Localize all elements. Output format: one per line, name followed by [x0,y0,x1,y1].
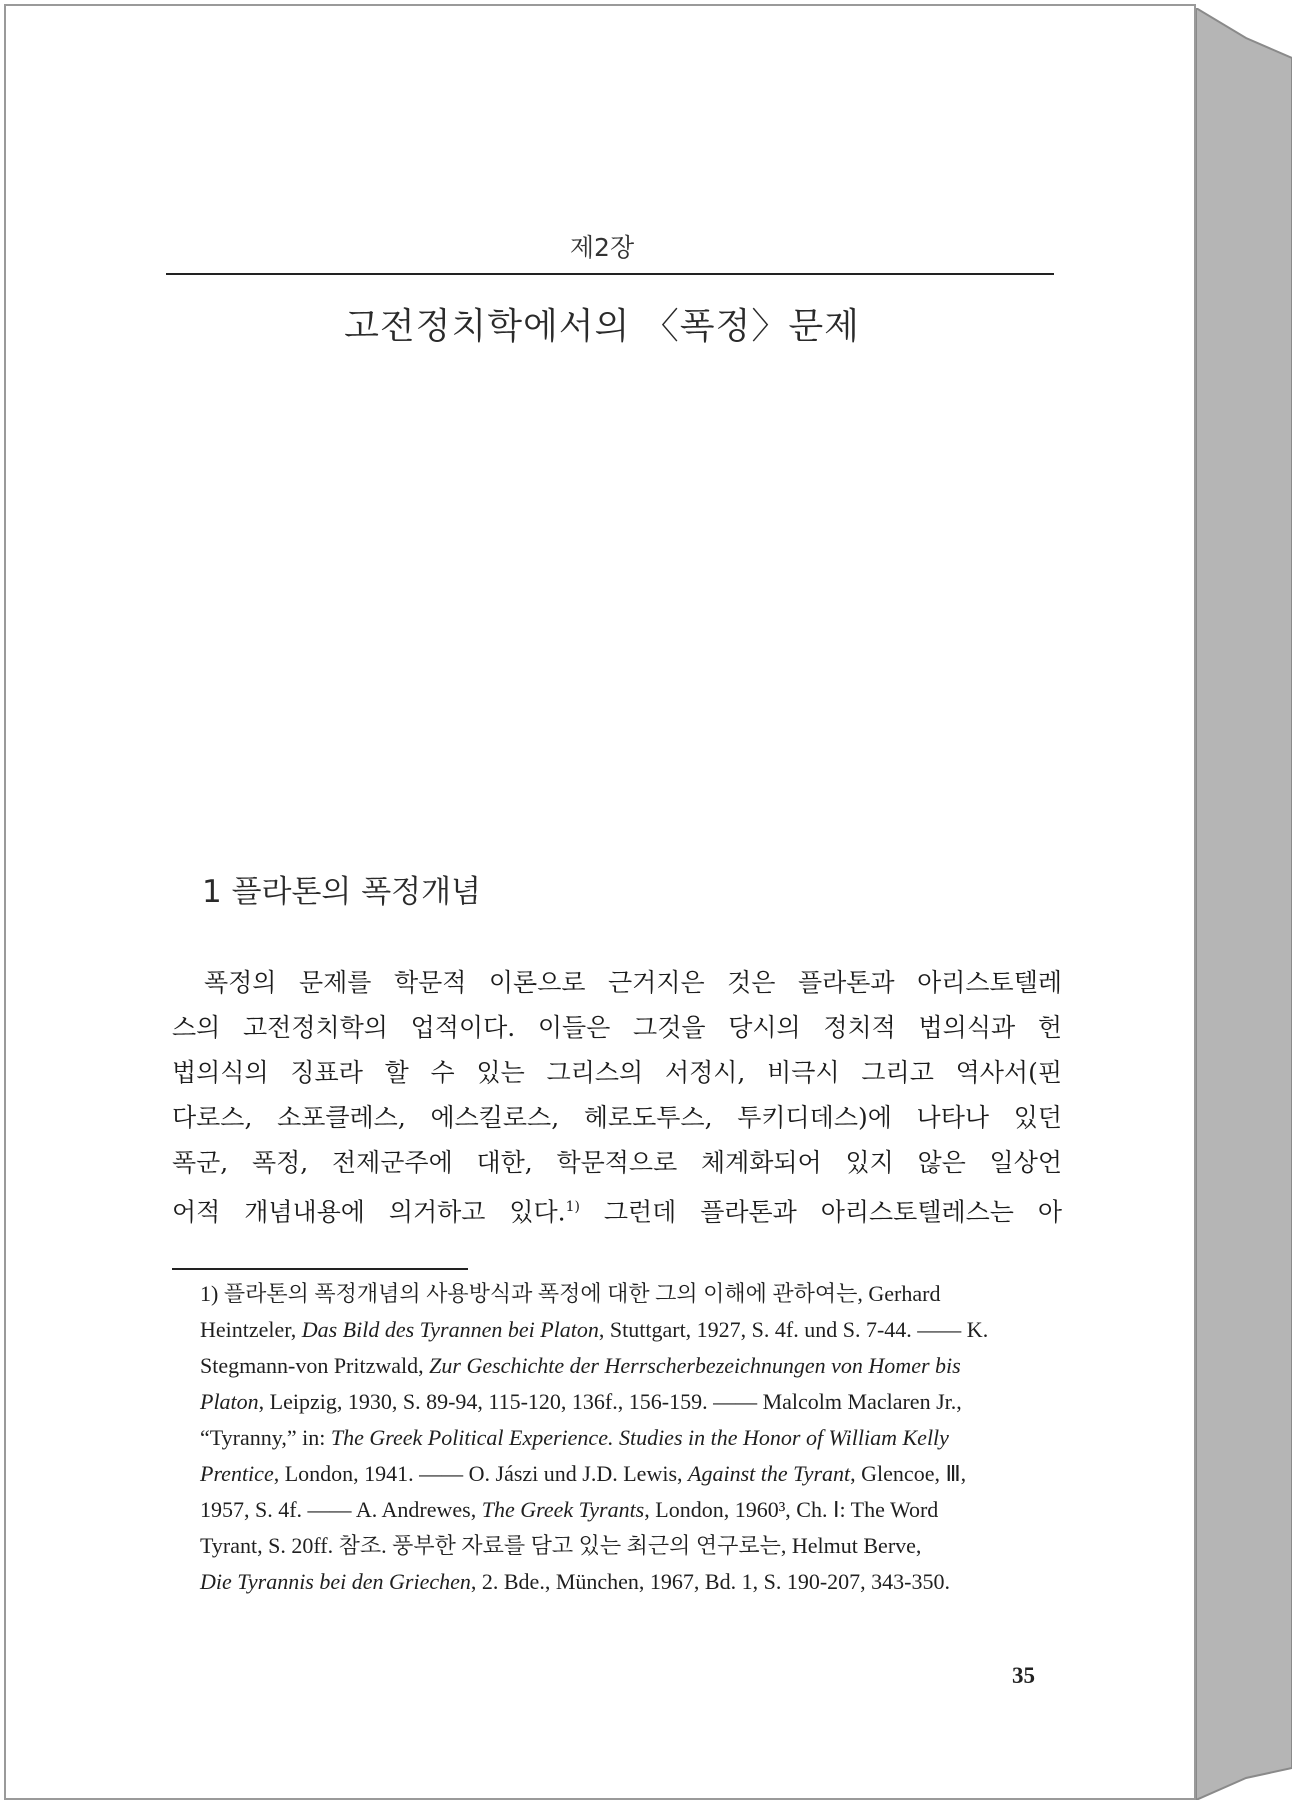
chapter-title: 고전정치학에서의 〈폭정〉문제 [344,306,860,347]
chapter-rule [166,273,1054,275]
footnote-line: 1) 플라톤의 폭정개념의 사용방식과 폭정에 대한 그의 이해에 관하여는, Gerhard [200,1281,941,1306]
footnote-title: The Greek Political Experience. Studies in the Honor of William Kelly [330,1425,949,1450]
footnote-title: Platon [200,1389,259,1414]
footnote-text: , London, 1941. —— O. Jászi und J.D. Lewis, [273,1461,689,1486]
footnote-title: Zur Geschichte der Herrscherbezeichnungen von Homer bis [429,1353,961,1378]
footnote-text: , 2. Bde., München, 1967, Bd. 1, S. 190-207, 343-350. [470,1569,950,1594]
body-line: 다로스, 소포클레스, 에스킬로스, 헤로도투스, 투키디데스)에 나타나 있던 [172,1103,1062,1132]
footnote [200,1276,1062,1600]
footnote-text: Stegmann-von Pritzwald, [200,1353,430,1378]
chapter-label: 제2장 [569,233,635,262]
footnote-text: “Tyranny,” in: [200,1425,331,1450]
body-text-segment: 그런데 플라톤과 아리스토텔레스는 아 [579,1197,1062,1227]
footnote-reference: 1) [565,1199,580,1215]
footnote-text: 1957, S. 4f. —— A. Andrewes, [200,1497,482,1522]
footnote-text: , Glencoe, Ⅲ, [850,1461,967,1486]
footnote-line [200,1420,1062,1456]
body-line-last [172,1185,1062,1234]
footnote-title: Die Tyrannis bei den Griechen [200,1569,471,1594]
footnote-line [200,1564,1062,1600]
book-side-edge [1196,8,1292,1800]
footnote-line: Tyrant, S. 20ff. 참조. 풍부한 자료를 담고 있는 최근의 연구로는, Helmut Berve, [200,1533,922,1558]
footnote-line [200,1384,1062,1420]
section-heading: 1 플라톤의 폭정개념 [202,874,481,910]
footnote-text: , Stuttgart, 1927, S. 4f. und S. 7-44. —— K. [598,1317,989,1342]
footnote-line [200,1456,1062,1492]
page-number: 35 [1012,1663,1035,1688]
footnote-title: Das Bild des Tyrannen bei Platon [301,1317,599,1342]
body-paragraph [172,960,1062,1234]
footnote-title: The Greek Tyrants [481,1497,645,1522]
footnote-line [200,1348,1062,1384]
footnote-title: Against the Tyrant [688,1461,851,1486]
footnote-line [200,1492,1062,1528]
footnote-title: Prentice [200,1461,274,1486]
body-line: 법의식의 징표라 할 수 있는 그리스의 서정시, 비극시 그리고 역사서(핀 [172,1058,1062,1087]
body-line: 스의 고전정치학의 업적이다. 이들은 그것을 당시의 정치적 법의식과 헌 [172,1013,1062,1042]
footnote-text: Heintzeler, [200,1317,302,1342]
footnote-text: , London, 1960³, Ch. Ⅰ: The Word [644,1497,939,1522]
body-line: 폭정의 문제를 학문적 이론으로 근거지은 것은 플라톤과 아리스토텔레 [204,968,1062,997]
body-text-segment: 어적 개념내용에 의거하고 있다. [172,1197,566,1227]
body-line: 폭군, 폭정, 전제군주에 대한, 학문적으로 체계화되어 있지 않은 일상언 [172,1148,1062,1177]
footnote-line [200,1312,1062,1348]
footnote-text: , Leipzig, 1930, S. 89-94, 115-120, 136f., 156-159. —— Malcolm Maclaren Jr., [258,1389,962,1414]
book-page [4,4,1196,1800]
footnote-rule [172,1268,468,1270]
